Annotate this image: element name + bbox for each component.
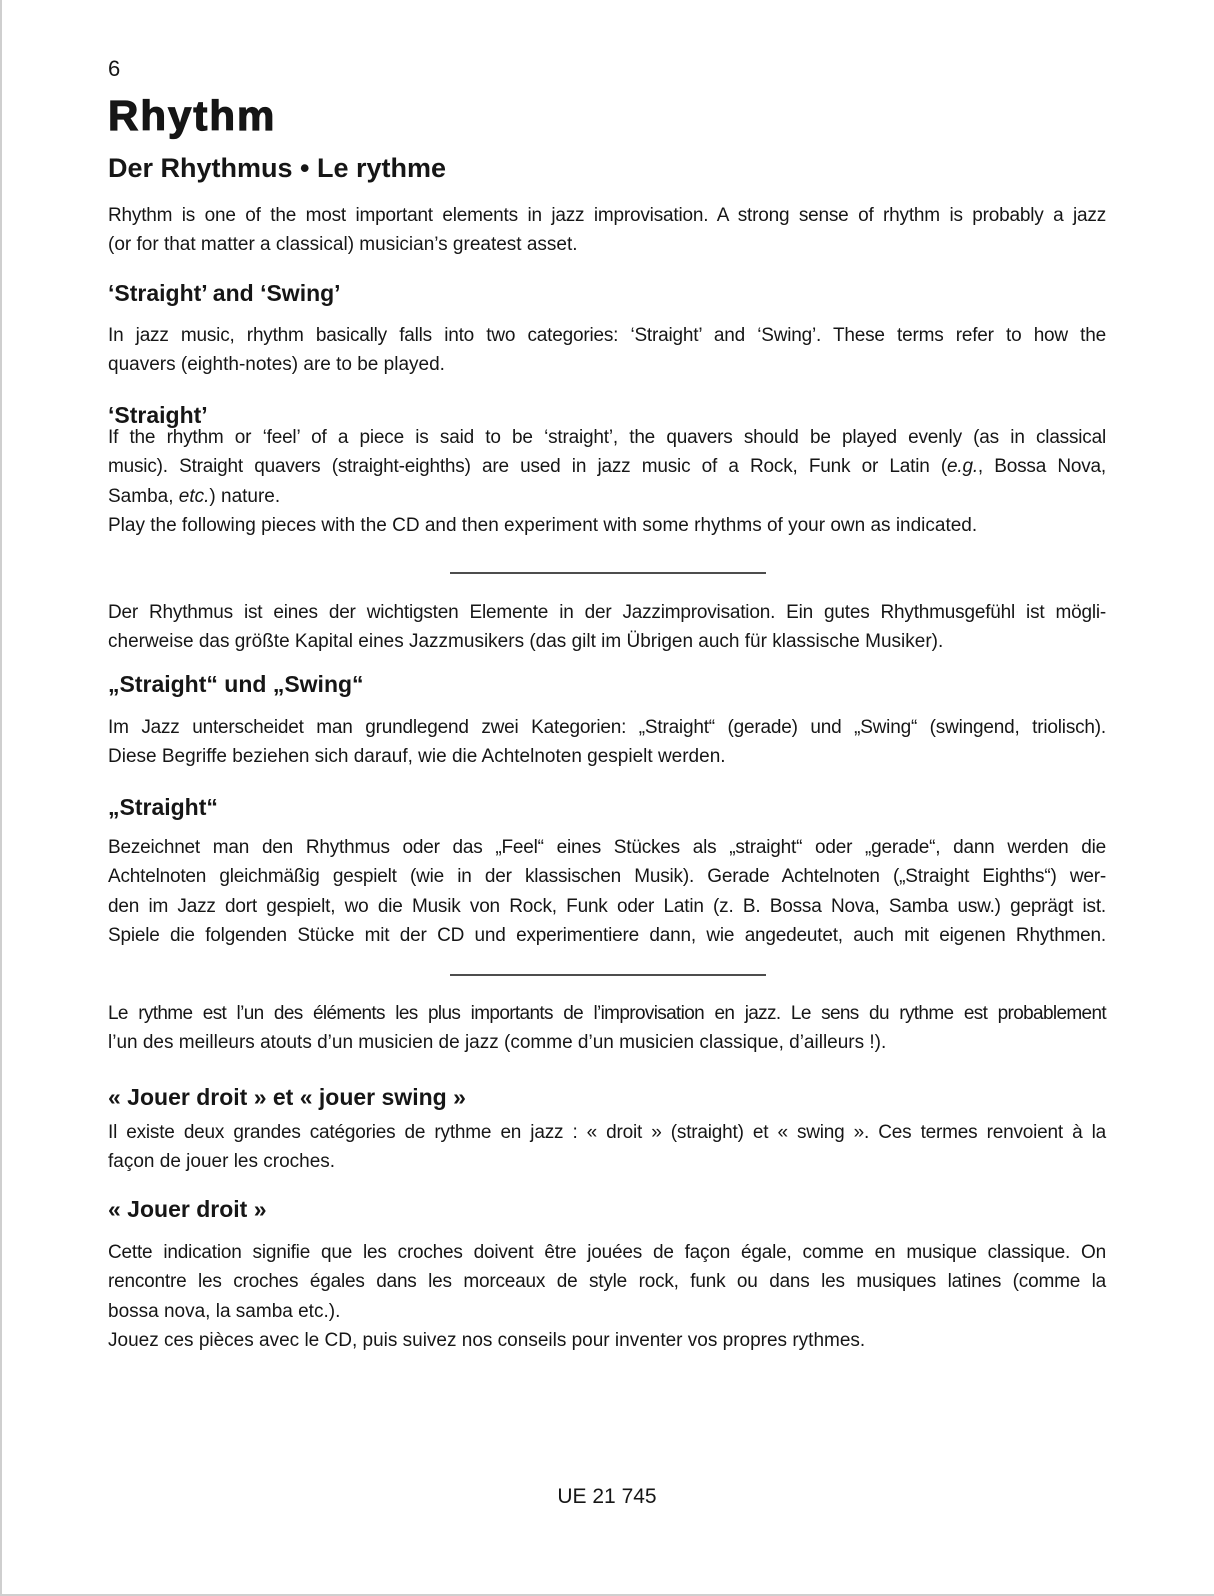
text-segment: , Bossa Nova, bbox=[977, 456, 1106, 478]
german-heading-straight: „Straight“ bbox=[108, 794, 218, 820]
text-segment: Samba, bbox=[108, 485, 179, 507]
french-droit-swing-paragraph bbox=[108, 1118, 1106, 1177]
text-line: Il existe deux grandes catégories de rythme en jazz : « droit » (straight) et « swing ». Ces termes renvoient à la bbox=[108, 1122, 1106, 1143]
german-straight-paragraph bbox=[108, 833, 1106, 951]
german-heading-straight-und-swing: „Straight“ und „Swing“ bbox=[108, 671, 364, 697]
text-line bbox=[108, 452, 1106, 481]
text-line: quavers (eighth-notes) are to be played. bbox=[108, 354, 445, 376]
text-line: den im Jazz dort gespielt, wo die Musik von Rock, Funk oder Latin (z. B. Bossa Nova, Samba usw.) geprägt ist. bbox=[108, 895, 1106, 917]
text-line: Spiele die folgenden Stücke mit der CD und experimentiere dann, wie angedeutet, auch mit eigenen Rhythmen. bbox=[108, 925, 1106, 947]
text-segment: ) nature. bbox=[209, 485, 281, 507]
text-segment: music). Straight quavers (straight-eighths) are used in jazz music of a Rock, Funk or Latin ( bbox=[108, 456, 947, 478]
text-line: Diese Begriffe beziehen sich darauf, wie die Achtelnoten gespielt werden. bbox=[108, 746, 726, 768]
french-intro-paragraph bbox=[108, 999, 1106, 1058]
text-line: Achtelnoten gleichmäßig gespielt (wie in der klassischen Musik). Gerade Achtelnoten („Straight Eighths“) wer- bbox=[108, 866, 1106, 888]
text-line: bossa nova, la samba etc.). bbox=[108, 1300, 341, 1322]
text-line: rencontre les croches égales dans les morceaux de style rock, funk ou dans les musiques latines (comme la bbox=[108, 1271, 1106, 1293]
german-intro-paragraph bbox=[108, 598, 1106, 657]
text-line: Play the following pieces with the CD and then experiment with some rhythms of your own as indicated. bbox=[108, 515, 978, 537]
english-heading-straight-and-swing: ‘Straight’ and ‘Swing’ bbox=[108, 280, 341, 306]
text-line bbox=[108, 482, 1106, 511]
text-line: If the rhythm or ‘feel’ of a piece is said to be ‘straight’, the quavers should be played evenly (as in classical bbox=[108, 427, 1106, 448]
italic-abbreviation: etc. bbox=[178, 485, 210, 507]
text-line: cherweise das größte Kapital eines Jazzmusikers (das gilt im Übrigen auch für klassische Musiker). bbox=[108, 631, 944, 653]
section-divider bbox=[450, 974, 766, 976]
text-line: In jazz music, rhythm basically falls into two categories: ‘Straight’ and ‘Swing’. These terms refer to how the bbox=[108, 325, 1106, 346]
page-number: 6 bbox=[108, 56, 121, 81]
english-intro-paragraph bbox=[108, 201, 1106, 260]
text-line: Rhythm is one of the most important elements in jazz improvisation. A strong sense of rhythm is probably a jazz bbox=[108, 205, 1106, 226]
english-straight-paragraph bbox=[108, 423, 1106, 541]
french-heading-jouer-droit-et-swing: « Jouer droit » et « jouer swing » bbox=[108, 1084, 466, 1110]
english-heading-straight: ‘Straight’ bbox=[108, 402, 208, 428]
text-line: (or for that matter a classical) musician’s greatest asset. bbox=[108, 234, 578, 256]
text-line: Cette indication signifie que les croches doivent être jouées de façon égale, comme en musique classique. On bbox=[108, 1242, 1106, 1263]
page-left-edge bbox=[0, 0, 2, 1596]
page-subtitle: Der Rhythmus • Le rythme bbox=[108, 153, 447, 183]
page-title: Rhythm bbox=[108, 92, 277, 139]
text-line: Der Rhythmus ist eines der wichtigsten Elemente in der Jazzimprovisation. Ein gutes Rhythmusgefühl ist mögli- bbox=[108, 602, 1106, 623]
text-line: Im Jazz unterscheidet man grundlegend zwei Kategorien: „Straight“ (gerade) und „Swing“ (swingend, triolisch). bbox=[108, 717, 1106, 738]
french-heading-jouer-droit: « Jouer droit » bbox=[108, 1196, 267, 1222]
english-straight-swing-paragraph bbox=[108, 321, 1106, 380]
french-droit-paragraph bbox=[108, 1238, 1106, 1356]
text-line: Jouez ces pièces avec le CD, puis suivez nos conseils pour inventer vos propres rythmes. bbox=[108, 1330, 866, 1352]
text-line: Le rythme est l’un des éléments les plus importants de l’improvisation en jazz. Le sens du rythme est probablement bbox=[108, 1003, 1106, 1024]
section-divider bbox=[450, 572, 766, 574]
italic-abbreviation: e.g. bbox=[947, 456, 978, 478]
german-straight-swing-paragraph bbox=[108, 713, 1106, 772]
text-line: façon de jouer les croches. bbox=[108, 1151, 336, 1173]
plate-number: UE 21 745 bbox=[557, 1485, 657, 1508]
text-line: Bezeichnet man den Rhythmus oder das „Feel“ eines Stückes als „straight“ oder „gerade“, dann werden die bbox=[108, 837, 1106, 858]
text-line: l’un des meilleurs atouts d’un musicien de jazz (comme d’un musicien classique, d’ailleurs !). bbox=[108, 1032, 887, 1054]
